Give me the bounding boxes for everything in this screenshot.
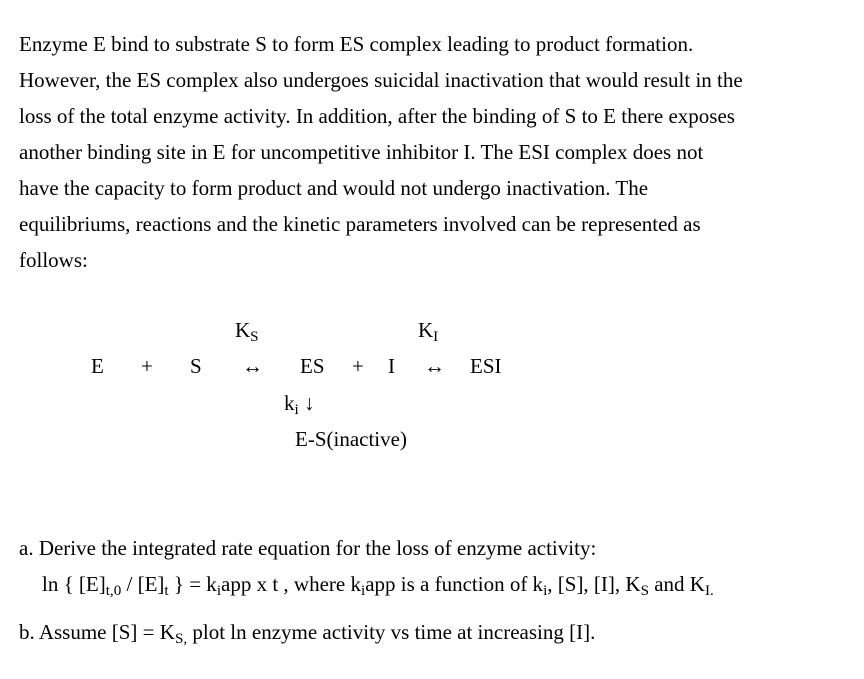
question-a-label: a. Derive the integrated rate equation for the loss of enzyme activity: <box>19 536 597 560</box>
inhibitor-i: I <box>388 354 395 378</box>
substrate-s: S <box>190 354 202 378</box>
intro-line: Enzyme E bind to substrate S to form ES complex leading to product formation. <box>19 32 694 56</box>
inactive-complex: E-S(inactive) <box>295 427 407 451</box>
question-b: b. Assume $[S] = K_{S,}$ plot ln enzyme activity vs time at increasing [I]. <box>19 620 596 648</box>
intro-line: loss of the total enzyme activity. In addition, after the binding of S to E there exposes <box>19 104 735 128</box>
plus-sign: + <box>352 354 364 378</box>
intro-line: equilibriums, reactions and the kinetic parameters involved can be represented as <box>19 212 701 236</box>
equilibrium-arrow-2: ↔ <box>424 354 445 378</box>
intro-line: However, the ES complex also undergoes suicidal inactivation that would result in the <box>19 68 743 92</box>
ki-constant: $K_I$ <box>418 318 439 346</box>
complex-es: ES <box>300 354 325 378</box>
equilibrium-arrow-1: ↔ <box>242 354 263 378</box>
intro-line: another binding site in E for uncompetitive inhibitor I. The ESI complex does not <box>19 140 704 164</box>
intro-paragraph <box>19 26 849 278</box>
enzyme-e: E <box>91 354 104 378</box>
down-arrow-icon: ↓ <box>303 391 315 415</box>
inactivation-rate-constant: $k_i$ ↓ <box>284 391 315 419</box>
plus-sign: + <box>141 354 153 378</box>
intro-line: follows: <box>19 248 88 272</box>
ks-constant: $K_S$ <box>235 318 259 346</box>
complex-esi: ESI <box>470 354 502 378</box>
intro-line: have the capacity to form product and would not undergo inactivation. The <box>19 176 649 200</box>
question-a-equation: ln { $[E]_{t,0} / [E]_t$ } = $k_iapp$ x t , where $k_iapp$ is a function of $k_i$, [S], [I], $K_S$ and $K_{I.}$ <box>42 572 714 600</box>
